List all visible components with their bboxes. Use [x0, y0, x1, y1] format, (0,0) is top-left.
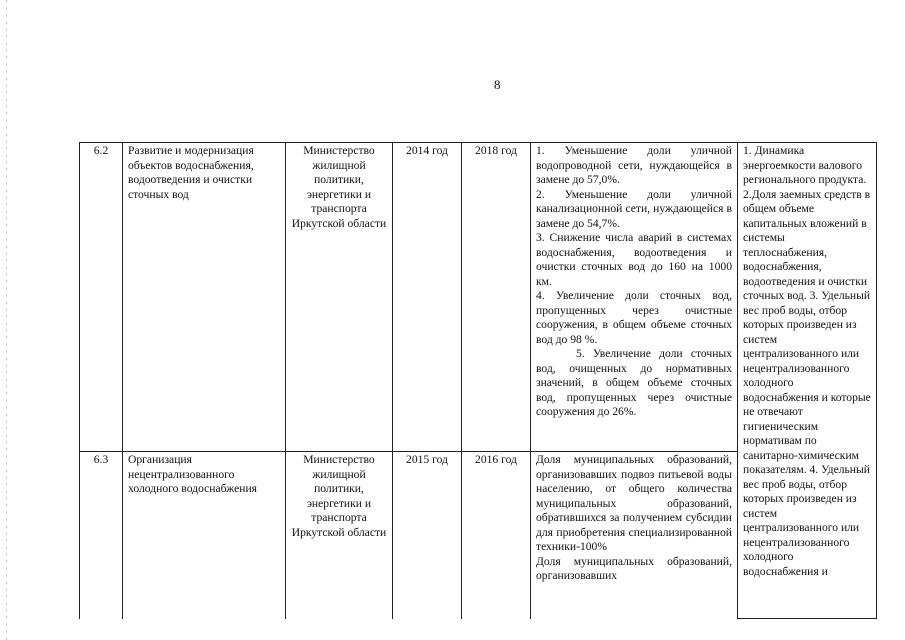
start-year: 2014 год: [393, 143, 462, 452]
expected-results: [531, 452, 738, 619]
start-year: 2015 год: [393, 452, 462, 619]
result-item: 4. Увеличение доли сточных вод, пропущенных через очистные сооружения, в общем объеме сточных вод до 98 %.: [536, 289, 732, 346]
responsible-executor: Министерство жилищной политики, энергетики и транспорта Иркутской области: [286, 452, 393, 619]
row-number: 6.2: [80, 143, 123, 452]
page-number: 8: [494, 77, 501, 92]
program-table: [79, 142, 877, 619]
result-item: 2. Уменьшение доли уличной канализационной сети, нуждающейся в замене до 54,7%.: [536, 187, 732, 230]
measure-name: Организация нецентрализованного холодного водоснабжения: [123, 452, 286, 619]
end-year: 2016 год: [462, 452, 531, 619]
table-row-6-2: [80, 143, 877, 452]
result-item: 1. Уменьшение доли уличной водопроводной сети, нуждающейся в замене до 57,0%.: [536, 144, 732, 186]
result-item: 5. Увеличение доли сточных вод, очищенных до нормативных значений, в общем объеме сточных вод, пропущенных через очистные сооружения до 26%.: [536, 347, 732, 418]
measure-name: Развитие и модернизация объектов водоснабжения, водоотведения и очистки сточных вод: [123, 143, 286, 452]
result-item: 3. Снижение числа аварий в системах водоснабжения, водоотведения и очистки сточных вод до 160 на 1000 км.: [536, 231, 732, 288]
end-year: 2018 год: [462, 143, 531, 452]
expected-results: [531, 143, 738, 452]
result-item: Доля муниципальных образований, организовавших подвоз питьевой воды населению, от общего количества муниципальных образований, обратившихся за получением субсидии для приобретения специализированной техники-100%: [536, 453, 732, 553]
responsible-executor: Министерство жилищной политики, энергетики и транспорта Иркутской области: [286, 143, 393, 452]
scan-edge-artifact: [6, 0, 7, 640]
result-item: Доля муниципальных образований, организовавших: [536, 554, 732, 582]
row-number: 6.3: [80, 452, 123, 619]
target-indicators: 1. Динамика энергоемкости валового регионального продукта. 2.Доля заемных средств в общем объеме капитальных вложений в системы теплоснабжения, водоснабжения, водоотведения и очистки сточных вод. 3. Удельный вес проб воды, отбор которых произведен из систем централизованного или нецентрализованного холодного водоснабжения и которые не отвечают гигиеническим нормативам по санитарно-химическим показателям. 4. Удельный вес проб воды, отбор которых произведен из систем централизованного или нецентрализованного холодного водоснабжения и: [738, 143, 877, 619]
